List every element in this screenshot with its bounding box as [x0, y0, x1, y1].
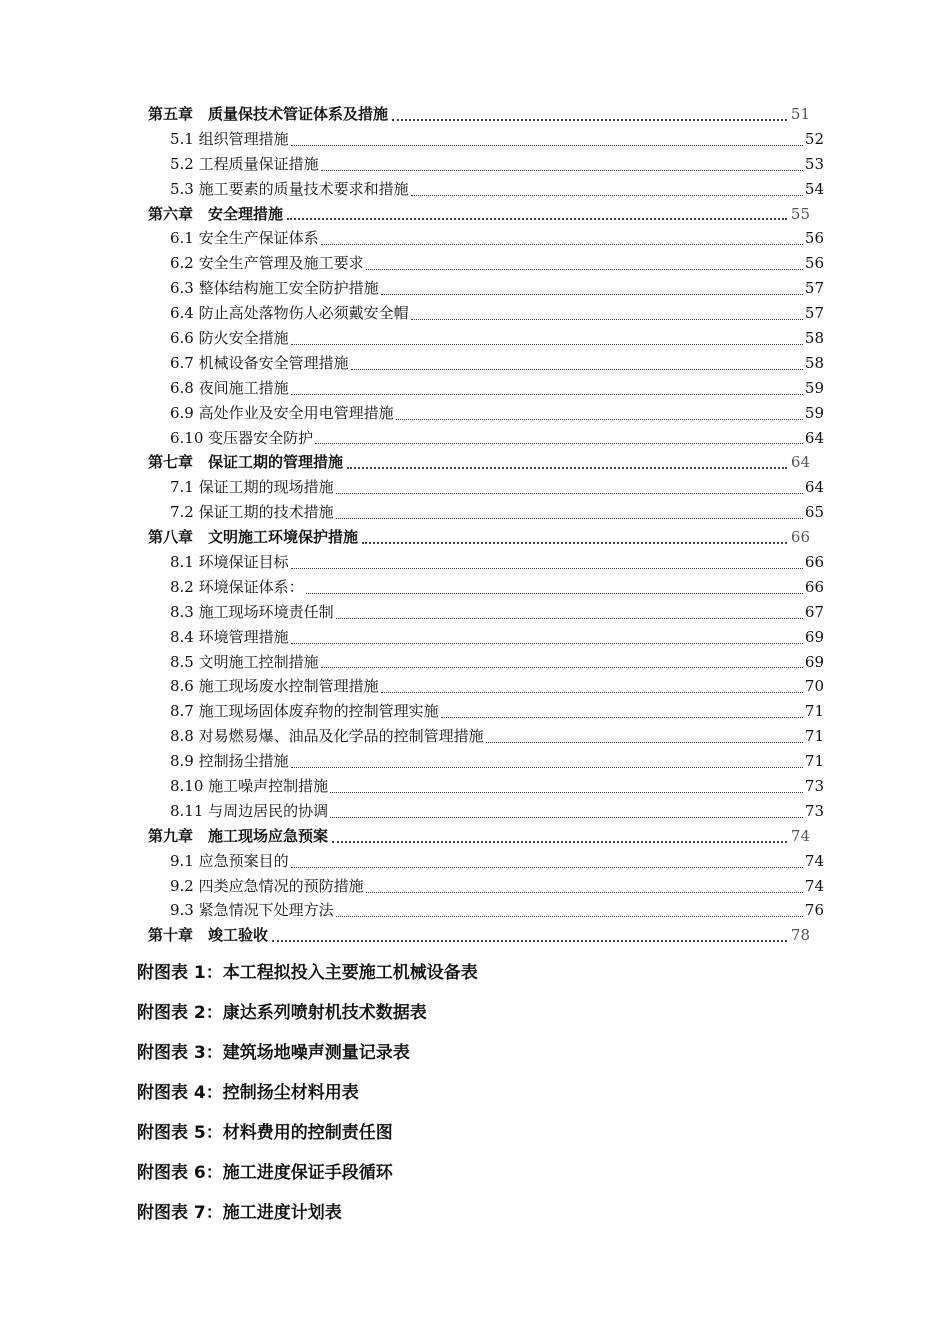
appendix-item: 附图表 3：建筑场地噪声测量记录表 [137, 1043, 410, 1063]
toc-page-number: 56 [804, 229, 824, 248]
toc-page-number: 58 [804, 353, 824, 372]
dot-leader [332, 840, 787, 843]
dot-leader [336, 492, 803, 494]
toc-entry-title: 第十章 竣工验收 [148, 926, 269, 945]
toc-page-number: 66 [790, 528, 810, 547]
toc-section-row[interactable] [148, 276, 824, 301]
toc-section-row[interactable] [148, 600, 824, 625]
toc-entry-title: 第九章 施工现场应急预案 [148, 826, 329, 845]
toc-page-number: 57 [804, 304, 824, 323]
dot-leader [291, 642, 803, 644]
dot-leader [347, 466, 787, 469]
toc-page-number: 71 [804, 727, 824, 746]
toc-section-row[interactable] [148, 724, 824, 749]
dot-leader [351, 368, 803, 370]
toc-section-row[interactable] [148, 177, 824, 202]
toc-entry-title: 6.8 夜间施工措施 [170, 378, 289, 397]
toc-entry-title: 6.10 变压器安全防护 [170, 428, 314, 447]
dot-leader [291, 567, 803, 569]
toc-entry-title: 8.5 文明施工控制措施 [170, 652, 319, 671]
toc-page-number: 59 [804, 378, 824, 397]
table-of-contents [148, 102, 824, 948]
toc-page-number: 73 [804, 777, 824, 796]
toc-entry-title: 6.3 整体结构施工安全防护措施 [170, 279, 379, 298]
toc-page-number: 53 [804, 154, 824, 173]
toc-entry-title: 8.1 环境保证目标 [170, 553, 289, 572]
toc-section-row[interactable] [148, 699, 824, 724]
toc-entry-title: 7.2 保证工期的技术措施 [170, 503, 334, 522]
toc-page-number: 64 [804, 478, 824, 497]
toc-page-number: 59 [804, 403, 824, 422]
toc-page-number: 66 [804, 577, 824, 596]
toc-section-row[interactable] [148, 575, 824, 600]
dot-leader [486, 741, 803, 743]
toc-entry-title: 9.2 四类应急情况的预防措施 [170, 876, 364, 895]
dot-leader [381, 691, 803, 693]
toc-chapter-row[interactable] [148, 202, 824, 227]
toc-entry-title: 8.7 施工现场固体废弃物的控制管理实施 [170, 702, 439, 721]
dot-leader [321, 243, 803, 245]
toc-page-number: 51 [790, 104, 810, 123]
appendix-item: 附图表 5：材料费用的控制责任图 [137, 1123, 393, 1143]
dot-leader [291, 866, 803, 868]
dot-leader [381, 293, 803, 295]
toc-entry-title: 6.7 机械设备安全管理措施 [170, 353, 349, 372]
dot-leader [272, 939, 787, 942]
toc-page-number: 54 [804, 179, 824, 198]
toc-entry-title: 第八章 文明施工环境保护措施 [148, 528, 359, 547]
dot-leader [336, 517, 803, 519]
toc-entry-title: 8.6 施工现场废水控制管理措施 [170, 677, 379, 696]
dot-leader [315, 442, 803, 444]
dot-leader [336, 617, 803, 619]
toc-entry-title: 8.4 环境管理措施 [170, 627, 289, 646]
toc-section-row[interactable] [148, 500, 824, 525]
toc-section-row[interactable] [148, 127, 824, 152]
toc-section-row[interactable] [148, 899, 824, 924]
toc-section-row[interactable] [148, 475, 824, 500]
toc-entry-title: 6.2 安全生产管理及施工要求 [170, 254, 364, 273]
appendix-item: 附图表 2：康达系列喷射机技术数据表 [137, 1003, 427, 1023]
dot-leader [321, 666, 803, 668]
toc-entry-title: 8.10 施工噪声控制措施 [170, 777, 329, 796]
toc-entry-title: 6.4 防止高处落物伤人必须戴安全帽 [170, 304, 409, 323]
toc-entry-title: 9.3 紧急情况下处理方法 [170, 901, 334, 920]
dot-leader [306, 592, 803, 594]
appendix-item: 附图表 7：施工进度计划表 [137, 1203, 342, 1223]
toc-entry-title: 8.3 施工现场环境责任制 [170, 602, 334, 621]
toc-section-row[interactable] [148, 674, 824, 699]
toc-page-number: 55 [790, 204, 810, 223]
dot-leader [330, 816, 803, 818]
toc-page-number: 67 [804, 602, 824, 621]
toc-page-number: 57 [804, 279, 824, 298]
dot-leader [411, 318, 803, 320]
toc-entry-title: 第六章 安全理措施 [148, 204, 284, 223]
toc-page-number: 64 [790, 453, 810, 472]
toc-page-number: 78 [790, 926, 810, 945]
toc-entry-title: 7.1 保证工期的现场措施 [170, 478, 334, 497]
toc-chapter-row[interactable] [148, 450, 824, 475]
toc-section-row[interactable] [148, 650, 824, 675]
dot-leader [336, 915, 803, 917]
toc-section-row[interactable] [148, 401, 824, 426]
toc-page-number: 69 [804, 627, 824, 646]
dot-leader [366, 268, 803, 270]
toc-page-number: 73 [804, 801, 824, 820]
toc-entry-title: 6.9 高处作业及安全用电管理措施 [170, 403, 394, 422]
appendix-item: 附图表 1：本工程拟投入主要施工机械设备表 [137, 963, 478, 983]
toc-page-number: 76 [804, 901, 824, 920]
toc-section-row[interactable] [148, 152, 824, 177]
toc-entry-title: 8.2 环境保证体系： [170, 577, 304, 596]
toc-page-number: 74 [790, 826, 810, 845]
appendix-item: 附图表 6：施工进度保证手段循环 [137, 1163, 393, 1183]
toc-page-number: 58 [804, 329, 824, 347]
appendix-item: 附图表 4：控制扬尘材料用表 [137, 1083, 359, 1103]
toc-chapter-row[interactable] [148, 102, 824, 127]
dot-leader [411, 194, 803, 196]
dot-leader [291, 766, 803, 768]
toc-page-number: 64 [804, 428, 824, 447]
toc-entry-title: 8.8 对易燃易爆、油品及化学品的控制管理措施 [170, 727, 484, 746]
appendix-list [137, 960, 478, 1240]
toc-page-number: 66 [804, 553, 824, 572]
toc-section-row[interactable] [148, 351, 824, 376]
toc-page-number: 74 [804, 851, 824, 870]
toc-page-number: 69 [804, 652, 824, 671]
toc-page-number: 65 [804, 503, 824, 522]
toc-section-row[interactable] [148, 774, 824, 799]
toc-section-row[interactable] [148, 874, 824, 899]
dot-leader [441, 716, 803, 718]
dot-leader [396, 418, 803, 420]
toc-entry-title: 8.9 控制扬尘措施 [170, 752, 289, 771]
toc-page-number: 70 [804, 677, 824, 696]
toc-page-number: 56 [804, 254, 824, 273]
dot-leader [291, 393, 803, 395]
toc-entry-title: 9.1 应急预案目的 [170, 851, 289, 870]
toc-chapter-row[interactable] [148, 525, 824, 550]
toc-section-row[interactable] [148, 251, 824, 276]
dot-leader [287, 217, 787, 220]
dot-leader [362, 541, 787, 544]
toc-section-row[interactable] [148, 625, 824, 650]
dot-leader [321, 169, 803, 171]
toc-entry-title: 5.2 工程质量保证措施 [170, 154, 319, 173]
dot-leader [392, 118, 787, 121]
toc-page-number: 71 [804, 702, 824, 721]
toc-page-number: 74 [804, 876, 824, 895]
dot-leader [291, 144, 803, 146]
toc-entry-title: 第七章 保证工期的管理措施 [148, 453, 344, 472]
toc-chapter-row[interactable] [148, 824, 824, 849]
toc-section-row[interactable] [148, 376, 824, 401]
dot-leader [366, 891, 803, 893]
toc-entry-title: 5.3 施工要素的质量技术要求和措施 [170, 179, 409, 198]
toc-entry-title: 6.1 安全生产保证体系 [170, 229, 319, 248]
toc-section-row[interactable] [148, 849, 824, 874]
toc-entry-title: 5.1 组织管理措施 [170, 129, 289, 148]
toc-entry-title: 第五章 质量保技术管证体系及措施 [148, 104, 389, 123]
toc-section-row[interactable] [148, 426, 824, 451]
dot-leader [330, 791, 803, 793]
toc-chapter-row[interactable] [148, 923, 824, 948]
toc-entry-title: 6.6 防火安全措施 [170, 329, 289, 347]
toc-section-row[interactable] [148, 301, 824, 326]
toc-page-number: 52 [804, 129, 824, 148]
dot-leader [291, 343, 803, 345]
toc-section-row[interactable] [148, 799, 824, 824]
toc-section-row[interactable] [148, 550, 824, 575]
toc-page-number: 71 [804, 752, 824, 771]
toc-entry-title: 8.11 与周边居民的协调 [170, 801, 329, 820]
toc-section-row[interactable] [148, 226, 824, 251]
toc-section-row[interactable] [148, 749, 824, 774]
toc-section-row[interactable] [148, 326, 824, 351]
